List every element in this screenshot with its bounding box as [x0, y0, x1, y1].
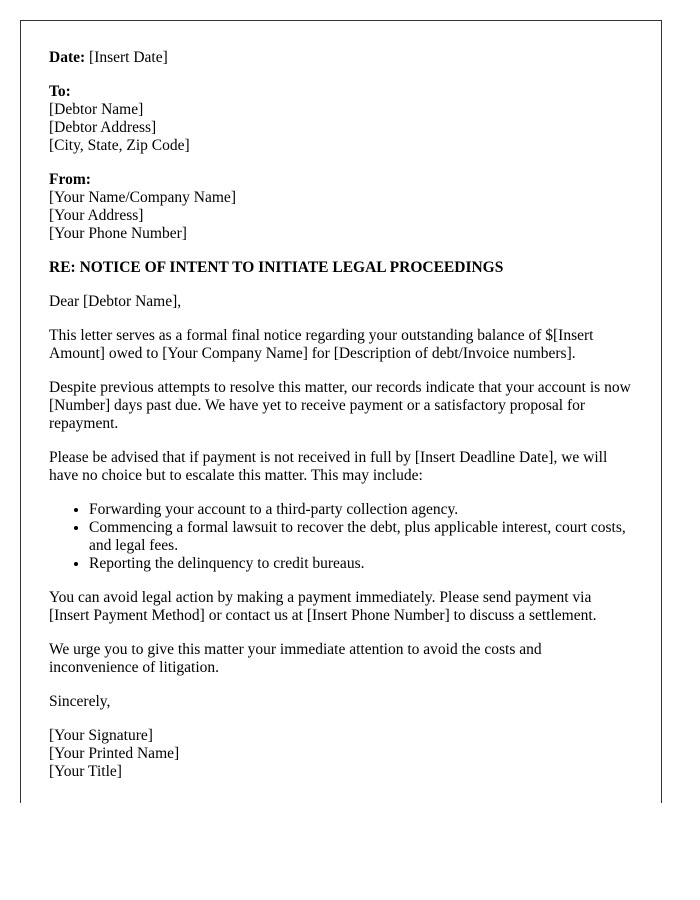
sender-name: [Your Name/Company Name]	[49, 189, 236, 206]
title: [Your Title]	[49, 763, 122, 780]
signoff: Sincerely,	[49, 693, 111, 710]
body-paragraph: You can avoid legal action by making a payment immediately. Please send payment via [Insert Payment Method] or contact us at [Insert Phone Number] to discuss a settlement.	[49, 589, 597, 624]
body-paragraph: This letter serves as a formal final notice regarding your outstanding balance of $[Insert Amount] owed to [Your Company Name] for [Description of debt/Invoice numbers].	[49, 327, 594, 362]
body-paragraph: We urge you to give this matter your immediate attention to avoid the costs and inconvenience of litigation.	[49, 641, 542, 676]
letter-page	[20, 20, 662, 803]
subject-line: RE: NOTICE OF INTENT TO INITIATE LEGAL PROCEEDINGS	[49, 259, 504, 276]
signature-block	[49, 727, 632, 781]
date-value: [Insert Date]	[89, 49, 168, 66]
recipient-block	[49, 83, 632, 155]
debtor-city: [City, State, Zip Code]	[49, 137, 190, 154]
list-item: • Reporting the delinquency to credit bureaus.	[89, 555, 632, 573]
body-paragraph: Please be advised that if payment is not received in full by [Insert Deadline Date], we will have no choice but to escalate this matter. This may include:	[49, 449, 608, 484]
date-line	[49, 49, 632, 67]
list-item: • Forwarding your account to a third-party collection agency.	[89, 501, 632, 519]
printed-name: [Your Printed Name]	[49, 745, 180, 762]
sender-phone: [Your Phone Number]	[49, 225, 187, 242]
salutation: Dear [Debtor Name],	[49, 293, 182, 310]
to-label: To:	[49, 83, 71, 100]
from-label: From:	[49, 171, 91, 188]
body-paragraph: Despite previous attempts to resolve this matter, our records indicate that your account is now [Number] days past due. We have yet to receive payment or a satisfactory proposal for repayment.	[49, 379, 631, 432]
debtor-address: [Debtor Address]	[49, 119, 157, 136]
sender-address: [Your Address]	[49, 207, 144, 224]
debtor-name: [Debtor Name]	[49, 101, 144, 118]
list-item: • Commencing a formal lawsuit to recover the debt, plus applicable interest, court costs, and legal fees.	[89, 519, 632, 555]
actions-list	[49, 501, 632, 573]
sender-block	[49, 171, 632, 243]
date-label: Date:	[49, 49, 86, 66]
signature: [Your Signature]	[49, 727, 153, 744]
